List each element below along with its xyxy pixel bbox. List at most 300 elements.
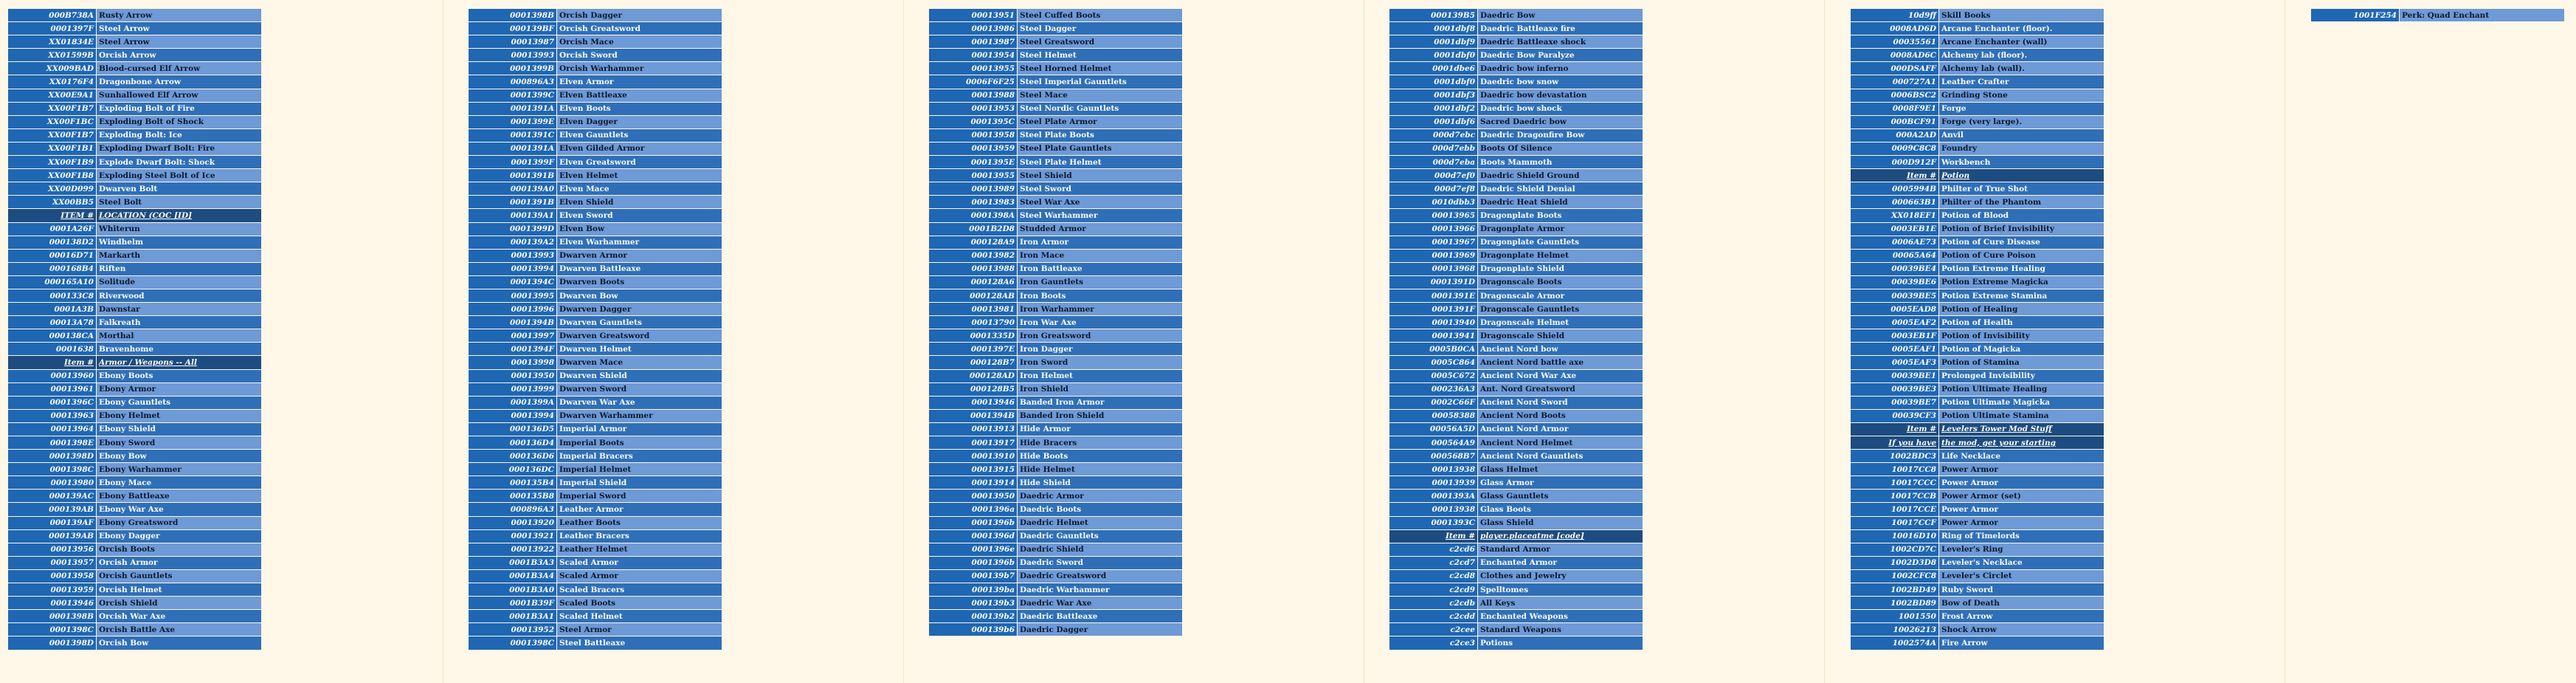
table-row[interactable] xyxy=(1389,142,1643,155)
item-name-cell[interactable]: Armor / Weapons -- All xyxy=(97,356,262,369)
item-name-cell[interactable]: Spelltomes xyxy=(1478,583,1643,597)
item-id-cell[interactable]: 0001399E xyxy=(469,115,557,128)
item-id-cell[interactable]: 0001394C xyxy=(469,275,557,289)
item-id-cell[interactable]: 00013790 xyxy=(929,316,1018,329)
table-row[interactable] xyxy=(929,329,1183,343)
table-row[interactable] xyxy=(8,49,262,62)
item-id-cell[interactable]: 0001335D xyxy=(929,329,1018,343)
item-name-cell[interactable]: player.placeatme [code] xyxy=(1478,529,1643,543)
table-row[interactable] xyxy=(1389,556,1643,569)
item-id-cell[interactable]: 0001B3A1 xyxy=(469,610,557,623)
table-row[interactable] xyxy=(469,156,722,169)
item-id-cell[interactable]: 1001550 xyxy=(1851,610,1939,623)
table-row[interactable] xyxy=(1389,316,1643,329)
item-id-cell[interactable]: XX00F1B8 xyxy=(8,169,97,182)
item-name-cell[interactable]: Daedric Shield Ground xyxy=(1478,169,1643,182)
table-row[interactable] xyxy=(1851,249,2104,262)
item-name-cell[interactable]: Dwarven Greatsword xyxy=(557,329,722,343)
table-row[interactable] xyxy=(1851,222,2104,236)
item-id-cell[interactable]: 10017CCC xyxy=(1851,476,1939,490)
item-name-cell[interactable]: Ancient Nord Helmet xyxy=(1478,436,1643,450)
item-name-cell[interactable]: Dragonplate Boots xyxy=(1478,209,1643,222)
table-row[interactable] xyxy=(8,182,262,196)
table-row[interactable] xyxy=(469,303,722,316)
item-name-cell[interactable]: Dragonscale Shield xyxy=(1478,329,1643,343)
item-name-cell[interactable]: Iron Sword xyxy=(1018,356,1183,369)
table-row[interactable] xyxy=(8,222,262,236)
table-row[interactable] xyxy=(8,156,262,169)
item-id-cell[interactable]: 0005994B xyxy=(1851,182,1939,196)
table-row[interactable] xyxy=(1389,196,1643,209)
item-id-cell[interactable]: 0001391D xyxy=(1389,275,1478,289)
item-name-cell[interactable]: Ant. Nord Greatsword xyxy=(1478,382,1643,396)
item-name-cell[interactable]: Ebony Dagger xyxy=(97,529,262,543)
item-id-cell[interactable]: XX00E9A1 xyxy=(8,89,97,102)
table-row[interactable] xyxy=(929,356,1183,369)
item-id-cell[interactable]: 00039BE3 xyxy=(1851,382,1939,396)
item-id-cell[interactable]: 0001398E xyxy=(8,436,97,450)
item-id-cell[interactable]: 0001399B xyxy=(469,62,557,75)
item-id-cell[interactable]: 00013968 xyxy=(1389,262,1478,275)
item-id-cell[interactable]: 00013957 xyxy=(8,556,97,569)
item-id-cell[interactable]: 0001dbf8 xyxy=(1389,22,1478,35)
item-id-cell[interactable]: 00013963 xyxy=(8,409,97,422)
item-id-cell[interactable]: 0005EAD8 xyxy=(1851,303,1939,316)
item-id-cell[interactable]: 0001B3A4 xyxy=(469,569,557,583)
table-row[interactable] xyxy=(929,409,1183,422)
item-name-cell[interactable]: Potion Ultimate Healing xyxy=(1939,382,2104,396)
item-id-cell[interactable]: 00013920 xyxy=(469,516,557,529)
table-row[interactable] xyxy=(1389,503,1643,516)
item-id-cell[interactable]: 0006F6F25 xyxy=(929,75,1018,89)
item-name-cell[interactable]: Ancient Nord Gauntlets xyxy=(1478,450,1643,463)
item-name-cell[interactable]: Fire Arrow xyxy=(1939,636,2104,650)
item-name-cell[interactable]: Elven Warhammer xyxy=(557,236,722,249)
item-name-cell[interactable]: Frost Arrow xyxy=(1939,610,2104,623)
item-id-cell[interactable]: 0001399F xyxy=(469,156,557,169)
item-name-cell[interactable]: Leather Helmet xyxy=(557,543,722,556)
table-row[interactable] xyxy=(8,316,262,329)
item-name-cell[interactable]: Philter of the Phantom xyxy=(1939,196,2104,209)
item-name-cell[interactable]: Iron Mace xyxy=(1018,249,1183,262)
item-id-cell[interactable]: 00013995 xyxy=(469,289,557,302)
item-name-cell[interactable]: Arcane Enchanter (floor). xyxy=(1939,22,2104,35)
item-id-cell[interactable]: XX01834E xyxy=(8,35,97,49)
item-id-cell[interactable]: 000139BF xyxy=(469,22,557,35)
item-name-cell[interactable]: Ebony Mace xyxy=(97,476,262,490)
table-row[interactable] xyxy=(1851,102,2104,115)
item-name-cell[interactable]: Dragonbone Arrow xyxy=(97,75,262,89)
item-id-cell[interactable]: 000135B8 xyxy=(469,490,557,503)
item-name-cell[interactable]: Dwarven Bolt xyxy=(97,182,262,196)
table-row[interactable] xyxy=(469,382,722,396)
table-row[interactable] xyxy=(1851,569,2104,583)
item-id-cell[interactable]: XX01599B xyxy=(8,49,97,62)
item-id-cell[interactable]: 000136D6 xyxy=(469,450,557,463)
item-name-cell[interactable]: Dwarven Bow xyxy=(557,289,722,302)
item-name-cell[interactable]: Dragonscale Armor xyxy=(1478,289,1643,302)
item-id-cell[interactable]: 00013956 xyxy=(8,543,97,556)
item-id-cell[interactable]: 1002D3D8 xyxy=(1851,556,1939,569)
table-row[interactable] xyxy=(1389,222,1643,236)
table-row[interactable] xyxy=(1389,329,1643,343)
table-row[interactable] xyxy=(929,236,1183,249)
table-row[interactable] xyxy=(1851,529,2104,543)
table-row[interactable] xyxy=(1389,463,1643,476)
item-name-cell[interactable]: the mod, get your starting xyxy=(1939,436,2104,450)
table-row[interactable] xyxy=(929,369,1183,382)
item-name-cell[interactable]: Enchanted Armor xyxy=(1478,556,1643,569)
item-id-cell[interactable]: 0001A3B xyxy=(8,303,97,316)
table-row[interactable] xyxy=(929,463,1183,476)
item-id-cell[interactable]: 00013989 xyxy=(929,182,1018,196)
item-id-cell[interactable]: c2cd7 xyxy=(1389,556,1478,569)
table-row[interactable] xyxy=(929,503,1183,516)
table-row[interactable] xyxy=(1389,62,1643,75)
table-row[interactable] xyxy=(929,62,1183,75)
item-id-cell[interactable]: 0001B39F xyxy=(469,597,557,610)
item-name-cell[interactable]: Glass Boots xyxy=(1478,503,1643,516)
table-row[interactable] xyxy=(1389,436,1643,450)
item-id-cell[interactable]: 000139AC xyxy=(8,490,97,503)
table-row[interactable] xyxy=(929,169,1183,182)
item-id-cell[interactable]: 000896A3 xyxy=(469,75,557,89)
item-name-cell[interactable]: Daedric Sword xyxy=(1018,556,1183,569)
table-row[interactable] xyxy=(469,289,722,302)
item-name-cell[interactable]: Elven Armor xyxy=(557,75,722,89)
table-row[interactable] xyxy=(469,196,722,209)
item-name-cell[interactable]: Steel Plate Helmet xyxy=(1018,156,1183,169)
table-row[interactable] xyxy=(1851,382,2104,396)
item-id-cell[interactable]: 0008AD6D xyxy=(1851,22,1939,35)
item-id-cell[interactable]: 0001394F xyxy=(469,343,557,356)
item-id-cell[interactable]: 00013983 xyxy=(929,196,1018,209)
item-name-cell[interactable]: Elven Shield xyxy=(557,196,722,209)
item-name-cell[interactable]: Markarth xyxy=(97,249,262,262)
item-name-cell[interactable]: Elven Greatsword xyxy=(557,156,722,169)
item-id-cell[interactable]: 000BCF91 xyxy=(1851,115,1939,128)
item-id-cell[interactable]: XX00F1B9 xyxy=(8,156,97,169)
table-row[interactable] xyxy=(1389,369,1643,382)
item-name-cell[interactable]: Dwarven War Axe xyxy=(557,396,722,409)
item-name-cell[interactable]: Orcish Armor xyxy=(97,556,262,569)
item-name-cell[interactable]: Steel Cuffed Boots xyxy=(1018,9,1183,22)
table-row[interactable] xyxy=(1389,75,1643,89)
item-id-cell[interactable]: 00013959 xyxy=(929,142,1018,155)
item-id-cell[interactable]: 0001391E xyxy=(1389,289,1478,302)
item-name-cell[interactable]: Foundry xyxy=(1939,142,2104,155)
item-name-cell[interactable]: Potion Ultimate Stamina xyxy=(1939,409,2104,422)
table-row[interactable] xyxy=(929,543,1183,556)
table-row[interactable] xyxy=(8,382,262,396)
table-row[interactable] xyxy=(1389,156,1643,169)
item-id-cell[interactable]: 00013997 xyxy=(469,329,557,343)
table-row[interactable] xyxy=(929,396,1183,409)
table-row[interactable] xyxy=(8,249,262,262)
table-row[interactable] xyxy=(1389,490,1643,503)
item-name-cell[interactable]: Elven Mace xyxy=(557,182,722,196)
item-name-cell[interactable]: Daedric bow inferno xyxy=(1478,62,1643,75)
table-row[interactable] xyxy=(929,316,1183,329)
table-row[interactable] xyxy=(8,597,262,610)
item-id-cell[interactable]: 00013993 xyxy=(469,49,557,62)
table-row[interactable] xyxy=(8,9,262,22)
item-name-cell[interactable]: Orcish War Axe xyxy=(97,610,262,623)
item-id-cell[interactable]: 000136D5 xyxy=(469,422,557,436)
item-id-cell[interactable]: 00013913 xyxy=(929,422,1018,436)
item-id-cell[interactable]: 00035561 xyxy=(1851,35,1939,49)
item-name-cell[interactable]: Philter of True Shot xyxy=(1939,182,2104,196)
item-name-cell[interactable]: Potion Extreme Magicka xyxy=(1939,275,2104,289)
item-name-cell[interactable]: Potion of Cure Disease xyxy=(1939,236,2104,249)
item-name-cell[interactable]: Iron Battleaxe xyxy=(1018,262,1183,275)
table-row[interactable] xyxy=(8,62,262,75)
item-name-cell[interactable]: Levelers Tower Mod Stuff xyxy=(1939,422,2104,436)
item-name-cell[interactable]: Dragonscale Helmet xyxy=(1478,316,1643,329)
item-name-cell[interactable]: Scaled Armor xyxy=(557,569,722,583)
table-row[interactable] xyxy=(8,75,262,89)
item-id-cell[interactable]: 00013958 xyxy=(8,569,97,583)
table-row[interactable] xyxy=(1851,75,2104,89)
item-id-cell[interactable]: 0001dbf0 xyxy=(1389,49,1478,62)
item-name-cell[interactable]: Ebony Armor xyxy=(97,382,262,396)
table-row[interactable] xyxy=(1389,182,1643,196)
item-name-cell[interactable]: Ancient Nord Boots xyxy=(1478,409,1643,422)
table-row[interactable] xyxy=(1389,236,1643,249)
table-row[interactable] xyxy=(929,623,1183,636)
item-name-cell[interactable]: Orcish Sword xyxy=(557,49,722,62)
item-name-cell[interactable]: Daedric Bow Paralyze xyxy=(1478,49,1643,62)
table-row[interactable] xyxy=(469,49,722,62)
table-row[interactable] xyxy=(929,529,1183,543)
item-name-cell[interactable]: Ebony Helmet xyxy=(97,409,262,422)
item-name-cell[interactable]: Steel Arrow xyxy=(97,22,262,35)
table-row[interactable] xyxy=(8,503,262,516)
item-id-cell[interactable]: 000d7ebc xyxy=(1389,128,1478,142)
item-name-cell[interactable]: Ancient Nord War Axe xyxy=(1478,369,1643,382)
item-id-cell[interactable]: XX00F1B1 xyxy=(8,142,97,155)
table-row[interactable] xyxy=(1389,356,1643,369)
table-row[interactable] xyxy=(469,169,722,182)
table-row[interactable] xyxy=(469,476,722,490)
item-id-cell[interactable]: 000168B4 xyxy=(8,262,97,275)
item-id-cell[interactable]: 00013961 xyxy=(8,382,97,396)
item-name-cell[interactable]: Iron War Axe xyxy=(1018,316,1183,329)
item-id-cell[interactable]: c2cd9 xyxy=(1389,583,1478,597)
item-id-cell[interactable]: 0005B0CA xyxy=(1389,343,1478,356)
table-row[interactable] xyxy=(1389,128,1643,142)
table-row[interactable] xyxy=(1851,556,2104,569)
item-id-cell[interactable]: XX00F1B7 xyxy=(8,102,97,115)
table-row[interactable] xyxy=(8,22,262,35)
item-id-cell[interactable]: 00013910 xyxy=(929,450,1018,463)
item-id-cell[interactable]: 0001398B xyxy=(469,9,557,22)
item-name-cell[interactable]: Skill Books xyxy=(1939,9,2104,22)
item-id-cell[interactable]: 00013955 xyxy=(929,169,1018,182)
table-row[interactable] xyxy=(469,222,722,236)
item-id-cell[interactable]: 0001dbf3 xyxy=(1389,89,1478,102)
item-name-cell[interactable]: Potions xyxy=(1478,636,1643,650)
item-name-cell[interactable]: Iron Armor xyxy=(1018,236,1183,249)
item-name-cell[interactable]: Daedric Dragonfire Bow xyxy=(1478,128,1643,142)
item-name-cell[interactable]: Ancient Nord battle axe xyxy=(1478,356,1643,369)
table-row[interactable] xyxy=(1389,262,1643,275)
item-name-cell[interactable]: Iron Dagger xyxy=(1018,343,1183,356)
item-id-cell[interactable]: 0009C8C8 xyxy=(1851,142,1939,155)
table-row[interactable] xyxy=(469,209,722,222)
item-name-cell[interactable]: Studded Armor xyxy=(1018,222,1183,236)
item-name-cell[interactable]: Orcish Greatsword xyxy=(557,22,722,35)
item-id-cell[interactable]: XX009BAD xyxy=(8,62,97,75)
item-name-cell[interactable]: Riften xyxy=(97,262,262,275)
item-name-cell[interactable]: Power Armor xyxy=(1939,503,2104,516)
item-name-cell[interactable]: Daedric Shield Denial xyxy=(1478,182,1643,196)
section-header-row[interactable] xyxy=(8,209,262,222)
item-id-cell[interactable]: 000128AD xyxy=(929,369,1018,382)
item-name-cell[interactable]: Hide Helmet xyxy=(1018,463,1183,476)
item-name-cell[interactable]: Iron Boots xyxy=(1018,289,1183,302)
item-name-cell[interactable]: Dawnstar xyxy=(97,303,262,316)
item-id-cell[interactable]: 0001398C xyxy=(469,636,557,650)
table-row[interactable] xyxy=(929,382,1183,396)
section-header-row[interactable] xyxy=(1389,529,1643,543)
item-id-cell[interactable]: c2cd6 xyxy=(1389,543,1478,556)
item-name-cell[interactable]: Daedric Gauntlets xyxy=(1018,529,1183,543)
item-id-cell[interactable]: XX0176F4 xyxy=(8,75,97,89)
item-name-cell[interactable]: Hide Boots xyxy=(1018,450,1183,463)
item-id-cell[interactable]: 00039CF3 xyxy=(1851,409,1939,422)
item-name-cell[interactable]: Iron Warhammer xyxy=(1018,303,1183,316)
item-id-cell[interactable]: 0001A26F xyxy=(8,222,97,236)
item-id-cell[interactable]: 0001398C xyxy=(8,623,97,636)
item-id-cell[interactable]: 00013987 xyxy=(469,35,557,49)
table-row[interactable] xyxy=(929,128,1183,142)
table-row[interactable] xyxy=(929,516,1183,529)
item-id-cell[interactable]: c2cdd xyxy=(1389,610,1478,623)
item-name-cell[interactable]: Whiterun xyxy=(97,222,262,236)
item-id-cell[interactable]: 0001399D xyxy=(469,222,557,236)
table-row[interactable] xyxy=(1851,543,2104,556)
item-name-cell[interactable]: Daedric bow snow xyxy=(1478,75,1643,89)
item-name-cell[interactable]: Iron Shield xyxy=(1018,382,1183,396)
item-name-cell[interactable]: Dwarven Helmet xyxy=(557,343,722,356)
table-row[interactable] xyxy=(469,115,722,128)
item-id-cell[interactable]: 000128B5 xyxy=(929,382,1018,396)
item-name-cell[interactable]: Daedric bow devastation xyxy=(1478,89,1643,102)
item-id-cell[interactable]: XX00BB5 xyxy=(8,196,97,209)
item-name-cell[interactable]: Leather Crafter xyxy=(1939,75,2104,89)
item-id-cell[interactable]: 00013939 xyxy=(1389,476,1478,490)
table-row[interactable] xyxy=(8,610,262,623)
item-name-cell[interactable]: Exploding Bolt: Ice xyxy=(97,128,262,142)
table-row[interactable] xyxy=(1851,236,2104,249)
item-id-cell[interactable]: c2cdb xyxy=(1389,597,1478,610)
item-name-cell[interactable]: Ebony Sword xyxy=(97,436,262,450)
item-id-cell[interactable]: 00013938 xyxy=(1389,503,1478,516)
item-id-cell[interactable]: 0001399C xyxy=(469,89,557,102)
table-row[interactable] xyxy=(929,490,1183,503)
item-id-cell[interactable]: 000139b3 xyxy=(929,597,1018,610)
table-row[interactable] xyxy=(929,115,1183,128)
item-id-cell[interactable]: 000136D4 xyxy=(469,436,557,450)
item-name-cell[interactable]: Dwarven Gauntlets xyxy=(557,316,722,329)
table-row[interactable] xyxy=(929,303,1183,316)
item-name-cell[interactable]: Enchanted Weapons xyxy=(1478,610,1643,623)
item-name-cell[interactable]: Steel War Axe xyxy=(1018,196,1183,209)
item-id-cell[interactable]: 0005EAF2 xyxy=(1851,316,1939,329)
item-id-cell[interactable]: 0001396e xyxy=(929,543,1018,556)
item-name-cell[interactable]: Exploding Bolt of Fire xyxy=(97,102,262,115)
item-id-cell[interactable]: 000133C8 xyxy=(8,289,97,302)
item-name-cell[interactable]: Daedric Battleaxe shock xyxy=(1478,35,1643,49)
item-name-cell[interactable]: Falkreath xyxy=(97,316,262,329)
item-id-cell[interactable]: 000564A9 xyxy=(1389,436,1478,450)
table-row[interactable] xyxy=(469,329,722,343)
table-row[interactable] xyxy=(929,156,1183,169)
table-row[interactable] xyxy=(929,597,1183,610)
item-name-cell[interactable]: Steel Helmet xyxy=(1018,49,1183,62)
item-name-cell[interactable]: Steel Nordic Gauntlets xyxy=(1018,102,1183,115)
item-name-cell[interactable]: Power Armor xyxy=(1939,476,2104,490)
table-row[interactable] xyxy=(1389,636,1643,650)
item-id-cell[interactable]: 0001391B xyxy=(469,169,557,182)
item-name-cell[interactable]: Elven Dagger xyxy=(557,115,722,128)
table-row[interactable] xyxy=(1851,62,2104,75)
item-id-cell[interactable]: 0001396b xyxy=(929,556,1018,569)
table-row[interactable] xyxy=(1389,450,1643,463)
item-name-cell[interactable]: Leather Boots xyxy=(557,516,722,529)
table-row[interactable] xyxy=(1389,583,1643,597)
table-row[interactable] xyxy=(469,436,722,450)
item-name-cell[interactable]: Steel Imperial Gauntlets xyxy=(1018,75,1183,89)
item-id-cell[interactable]: 1002BD49 xyxy=(1851,583,1939,597)
item-id-cell[interactable]: 0001391A xyxy=(469,142,557,155)
item-name-cell[interactable]: Leveler's Necklace xyxy=(1939,556,2104,569)
table-row[interactable] xyxy=(929,209,1183,222)
item-id-cell[interactable]: 0001397F xyxy=(8,22,97,35)
item-name-cell[interactable]: Ruby Sword xyxy=(1939,583,2104,597)
item-id-cell[interactable]: 00013996 xyxy=(469,303,557,316)
item-id-cell[interactable]: 0001398B xyxy=(8,610,97,623)
item-id-cell[interactable]: 00013A78 xyxy=(8,316,97,329)
item-id-cell[interactable]: 0001391C xyxy=(469,128,557,142)
item-name-cell[interactable]: Daedric Greatsword xyxy=(1018,569,1183,583)
item-name-cell[interactable]: Imperial Sword xyxy=(557,490,722,503)
table-row[interactable] xyxy=(929,182,1183,196)
table-row[interactable] xyxy=(469,409,722,422)
item-name-cell[interactable]: Boots Of Silence xyxy=(1478,142,1643,155)
item-name-cell[interactable]: Scaled Helmet xyxy=(557,610,722,623)
item-id-cell[interactable]: 00056A5D xyxy=(1389,422,1478,436)
item-name-cell[interactable]: Exploding Bolt of Shock xyxy=(97,115,262,128)
item-name-cell[interactable]: Hide Bracers xyxy=(1018,436,1183,450)
table-row[interactable] xyxy=(8,196,262,209)
table-row[interactable] xyxy=(1851,303,2104,316)
table-row[interactable] xyxy=(929,583,1183,597)
table-row[interactable] xyxy=(469,583,722,597)
item-id-cell[interactable]: 0001396d xyxy=(929,529,1018,543)
item-name-cell[interactable]: Power Armor xyxy=(1939,463,2104,476)
item-name-cell[interactable]: Bow of Death xyxy=(1939,597,2104,610)
item-id-cell[interactable]: 00013965 xyxy=(1389,209,1478,222)
item-id-cell[interactable]: 00013938 xyxy=(1389,463,1478,476)
item-id-cell[interactable]: 000139A1 xyxy=(469,209,557,222)
item-id-cell[interactable]: 0001398D xyxy=(8,450,97,463)
item-name-cell[interactable]: Sacred Daedric bow xyxy=(1478,115,1643,128)
item-id-cell[interactable]: 00016D71 xyxy=(8,249,97,262)
item-id-cell[interactable]: 00013915 xyxy=(929,463,1018,476)
item-id-cell[interactable]: 000139A0 xyxy=(469,182,557,196)
